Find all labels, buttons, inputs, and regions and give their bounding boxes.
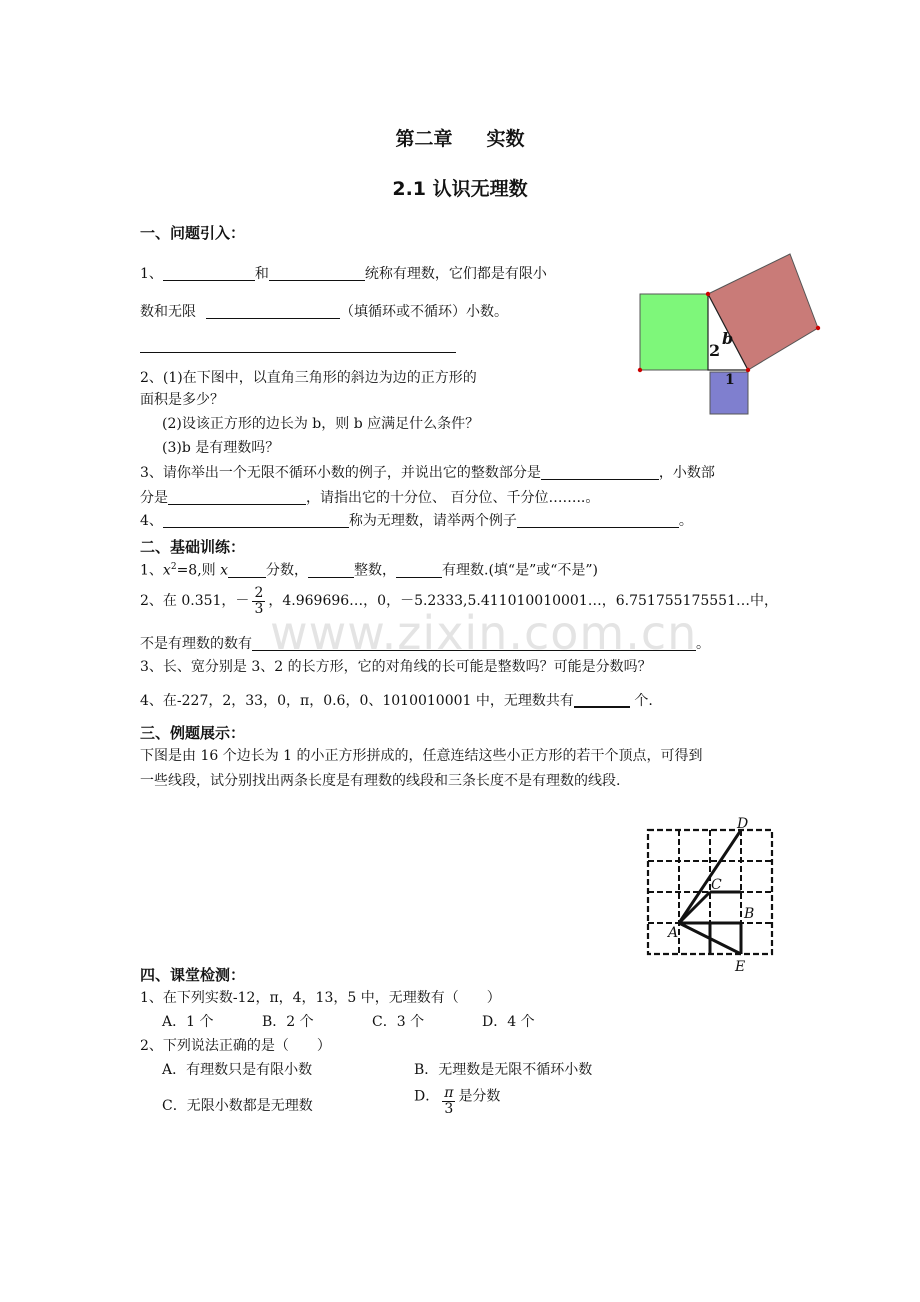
fraction-pi-over-3 [442,1086,455,1116]
text: 称为无理数，请举两个例子 [348,513,517,529]
answer-blank[interactable] [269,266,365,281]
s2-question-2-line-2 [140,636,710,653]
option-C[interactable]: C．3 个 [372,1014,425,1030]
numerator: 2 [254,585,264,601]
option-letter: D． [414,1088,440,1105]
segment-AC [679,892,710,923]
chapter-number: 第二章 [395,128,453,150]
label-A: A [668,925,679,941]
s1-question-2-line-1: 2、(1)在下图中，以直角三角形的斜边为边的正方形的 [140,370,477,386]
label-1: 1 [725,372,735,388]
text: 是分数 [458,1088,501,1105]
section-2-heading: 二、基础训练： [140,538,246,556]
answer-blank[interactable] [574,692,630,708]
text: 有理数.(填“是”或“不是”) [442,562,599,579]
label-2: 2 [709,341,721,360]
text: 统称有理数，它们都是有限小 [364,266,547,282]
answer-blank[interactable] [206,304,340,319]
chapter-title [0,124,920,151]
answer-blank[interactable] [308,563,354,578]
s1-question-2-part-3: (3)b 是有理数吗？ [162,440,280,456]
exponent: 2 [170,562,177,572]
q-number: 1、 [140,266,163,282]
fraction-two-thirds [252,586,265,616]
text: 分数， [266,562,309,579]
text: 。 [678,513,693,529]
label-C: C [711,877,722,893]
s3-paragraph-line-2: 一些线段，试分别找出两条长度是有理数的线段和三条长度不是有理数的线段. [140,773,621,789]
s1-question-3-line-2 [140,490,599,507]
s4-q2-option-C[interactable]: C．无限小数都是无理数 [162,1098,313,1114]
s4-q2-option-B[interactable]: B．无理数是无限不循环小数 [414,1062,593,1078]
answer-blank[interactable] [228,563,266,578]
text: 和 [254,266,269,282]
s4-q2-option-A[interactable]: A．有理数只是有限小数 [162,1062,313,1078]
label-D: D [737,816,749,832]
option-D[interactable]: D．4 个 [482,1014,535,1030]
text: ，小数部 [658,465,715,481]
numerator: π [444,1085,454,1101]
s1-question-2-part-2: (2)设该正方形的边长为 b，则 b 应满足什么条件？ [162,416,480,432]
watermark: www.zixin.com.cn [270,606,698,660]
s2-question-1 [140,562,598,579]
grid-segments-figure [640,814,782,978]
separator-line [140,352,456,353]
q-number: 4、 [140,513,163,529]
s1-question-2-line-2: 面积是多少？ [140,392,224,408]
var-x: x [162,562,171,579]
s2-question-3: 3、长、宽分别是 3、2 的长方形，它的对角线的长可能是整数吗？可能是分数吗？ [140,659,652,675]
s4-q2-option-D[interactable] [414,1086,500,1116]
hypotenuse-square [708,254,818,370]
s2-question-4 [140,692,653,710]
text: 2、在 0.351，－ [140,593,250,610]
text: 不是有理数的数有 [140,636,252,652]
s1-question-4 [140,513,693,530]
s3-paragraph-line-1: 下图是由 16 个边长为 1 的小正方形拼成的，任意连结这些小正方形的若干个顶点，可得到 [140,748,703,764]
answer-blank[interactable] [168,490,306,505]
var-x: x [220,562,229,579]
option-B[interactable]: B．2 个 [262,1014,314,1030]
text: 3、请你举出一个无限不循环小数的例子，并说出它的整数部分是 [140,465,541,481]
denominator: 3 [254,600,264,617]
label-B: B [744,906,755,922]
label-b: b [722,329,734,348]
s2-question-2-line-1 [140,586,778,616]
text: ，4.969696…，0，－5.2333,5.411010010001…，6.751755175551…中， [268,593,778,610]
section-4-heading: 四、课堂检测： [140,966,246,984]
s1-question-1-line-1 [140,266,547,283]
section-1-heading: 一、问题引入： [140,224,246,242]
answer-blank[interactable] [252,636,696,651]
vertex-dot [706,292,710,296]
option-A[interactable]: A．1 个 [162,1014,214,1030]
s4-question-1: 1、在下列实数-12，π，4，13，5 中，无理数有（ ） [140,990,501,1006]
vertex-dot [638,368,642,372]
chapter-name: 实数 [486,128,525,150]
answer-blank[interactable] [396,563,442,578]
s1-question-3-line-1 [140,465,715,482]
answer-blank[interactable] [163,266,255,281]
vertex-dot [746,368,750,372]
text: 个. [629,693,653,709]
text: （填循环或不循环）小数。 [340,304,508,320]
answer-blank[interactable] [517,513,679,528]
s4-question-1-options [162,1014,535,1031]
answer-blank[interactable] [541,465,659,480]
text: 。 [696,636,710,652]
text: 整数， [354,562,397,579]
answer-blank[interactable] [163,513,349,528]
s4-question-2: 2、下列说法正确的是（ ） [140,1038,331,1054]
leg-square-2 [640,294,708,370]
q-number: 1、 [140,562,163,579]
text: 分是 [140,490,168,506]
denominator: 3 [444,1100,454,1117]
section-3-heading: 三、例题展示： [140,724,246,742]
s1-question-1-line-2 [140,304,508,321]
vertex-dot [816,326,820,330]
label-E: E [735,959,746,975]
text: 4、在-227，2，33，0，π，0.6，0、1010010001 中，无理数共有 [140,693,574,709]
lesson-title: 2.1 认识无理数 [392,178,528,200]
text: 数和无限 [140,304,196,320]
text: =8,则 [176,562,221,579]
pythagoras-squares-figure [632,250,824,420]
text: ，请指出它的十分位、 百分位、千分位……..。 [306,490,600,506]
